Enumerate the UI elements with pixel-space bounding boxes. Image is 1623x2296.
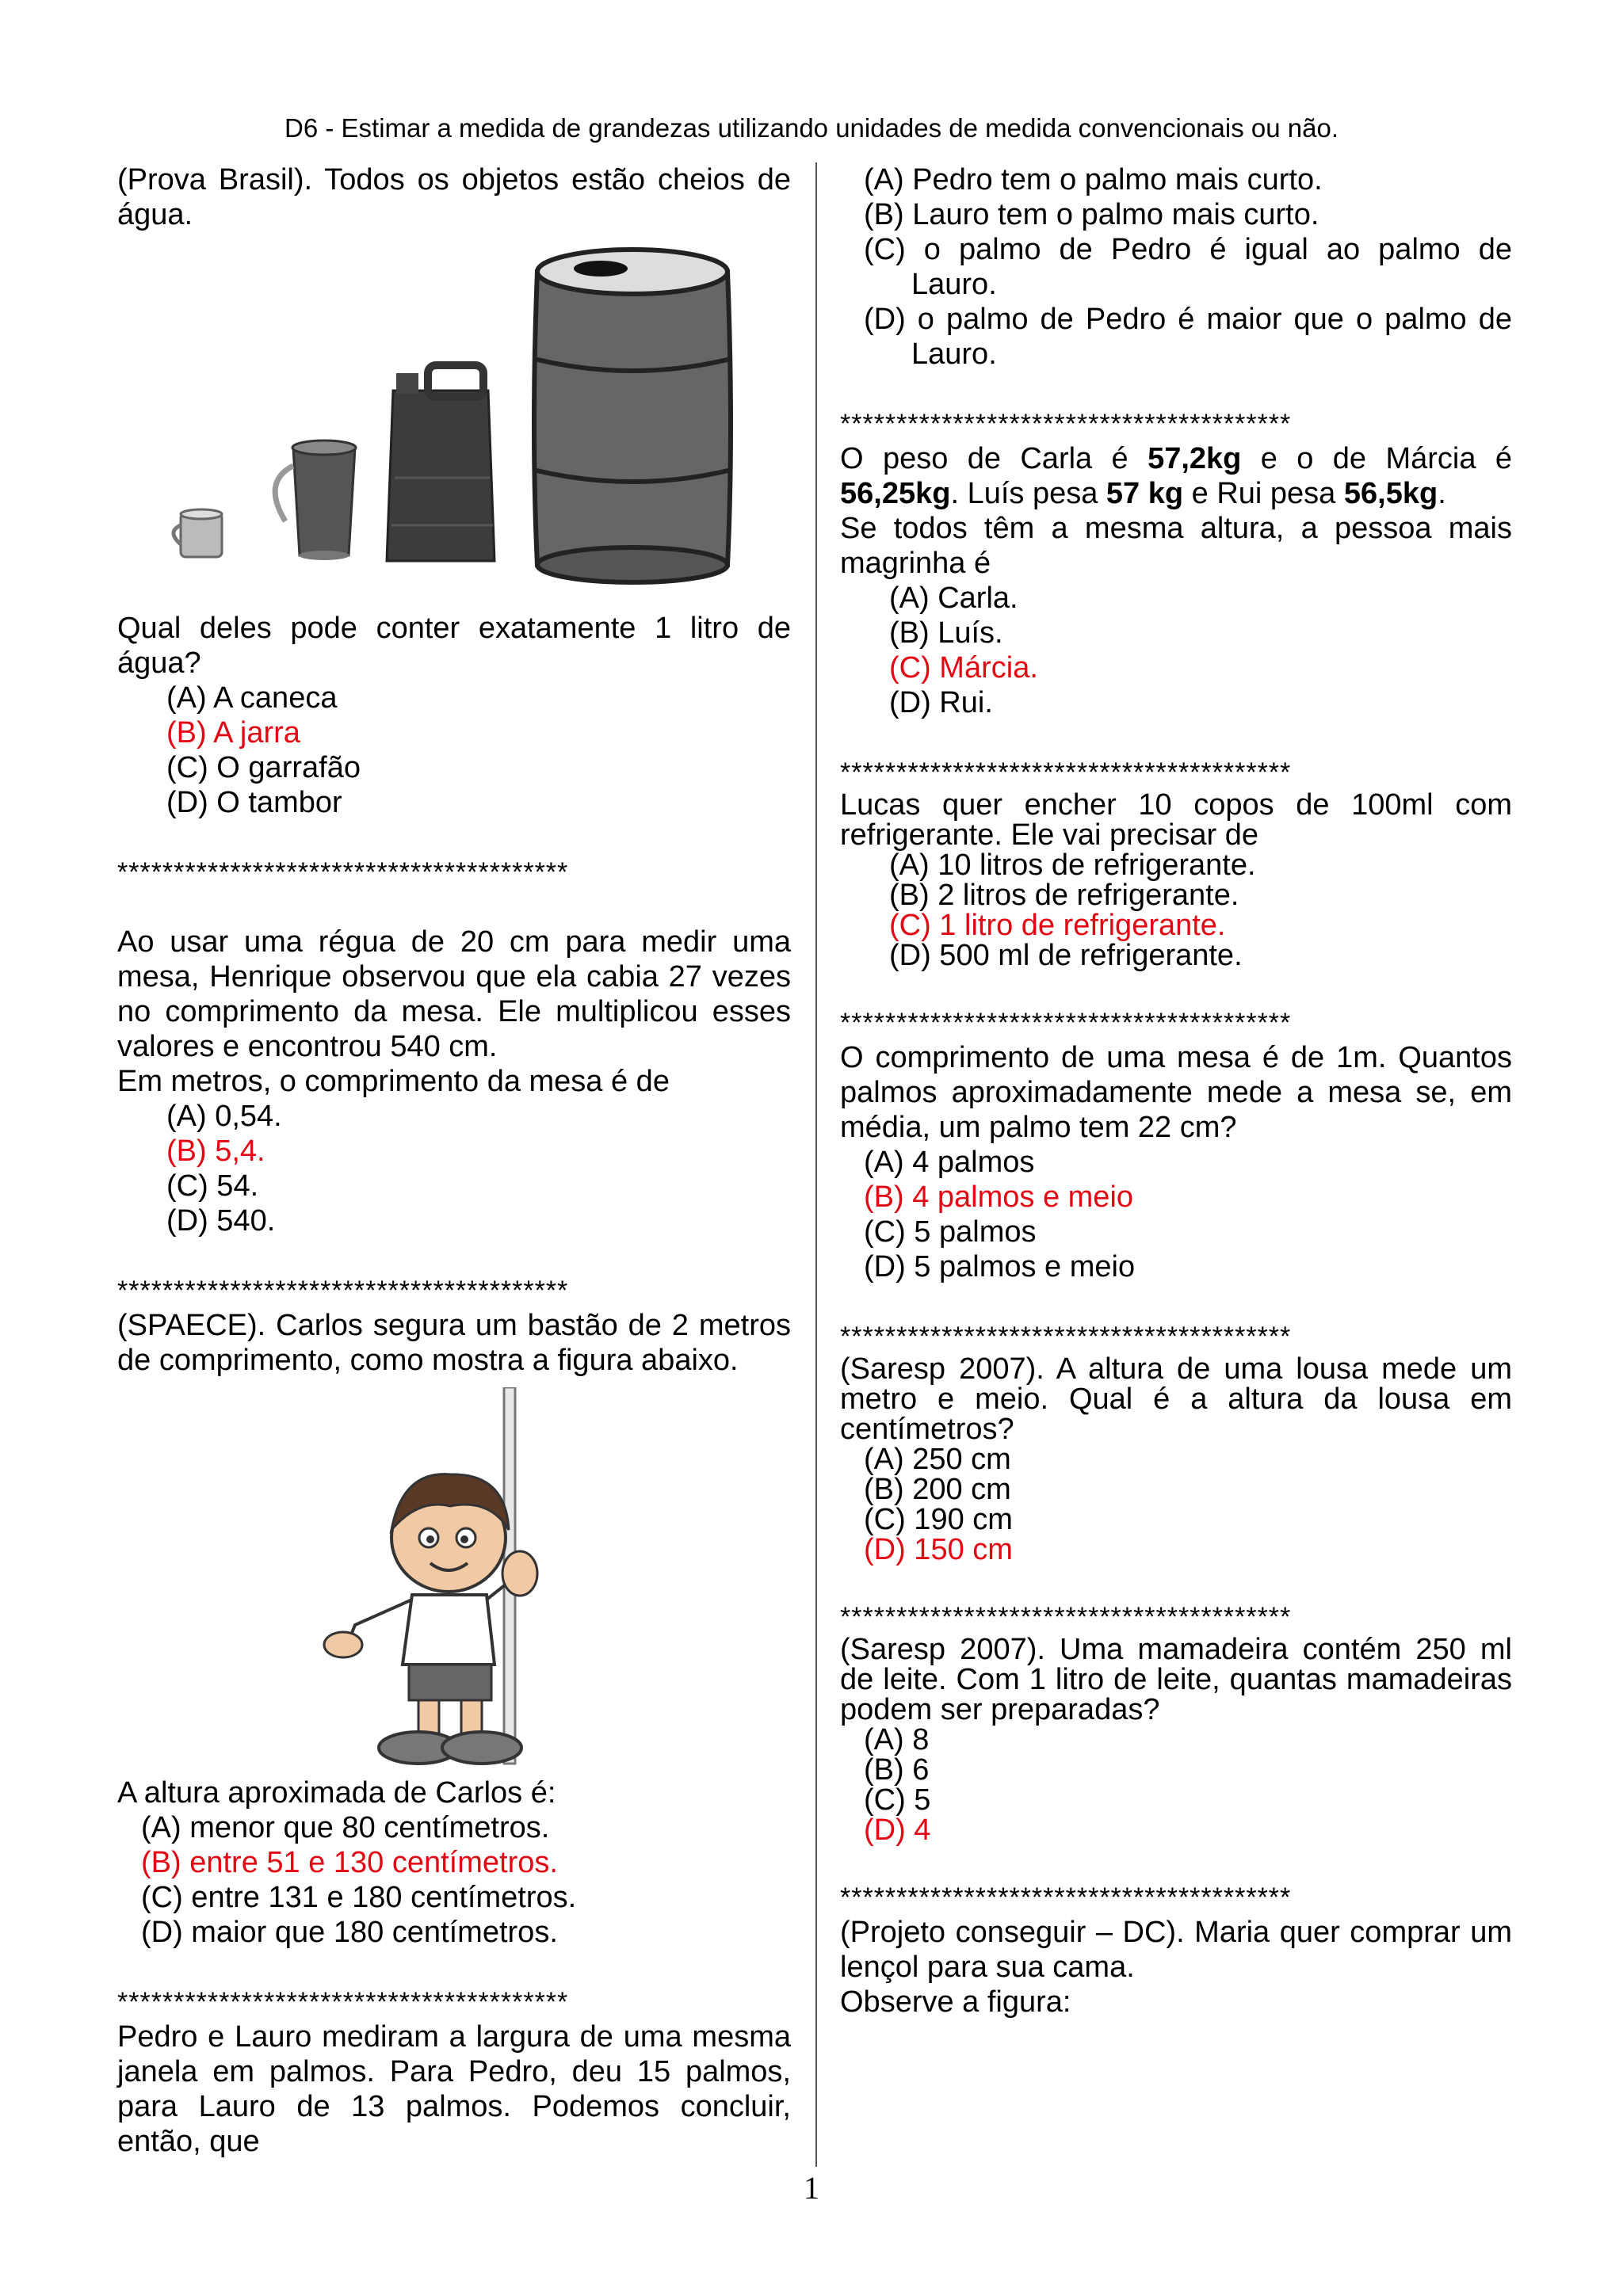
q5-option-b: (B) Luís.	[889, 616, 1003, 650]
q10-text: (Projeto conseguir – DC). Maria quer comprar um lençol para sua cama.	[840, 1916, 1512, 1984]
q2-option-c: (C) 54.	[166, 1169, 259, 1203]
separator: ****************************************	[117, 857, 569, 887]
q4-option-a: (A) Pedro tem o palmo mais curto.	[864, 163, 1323, 196]
q5-option-a: (A) Carla.	[889, 582, 1018, 615]
containers-image	[117, 240, 791, 589]
q1-option-c: (C) O garrafão	[166, 751, 361, 784]
q4-option-b: (B) Lauro tem o palmo mais curto.	[864, 198, 1319, 231]
separator: ****************************************	[840, 1882, 1292, 1913]
cup-icon	[174, 509, 222, 557]
q1-option-b: (B) A jarra	[166, 716, 300, 749]
pitcher-icon	[275, 441, 356, 560]
jug-icon	[387, 365, 495, 561]
separator: ****************************************	[840, 409, 1292, 439]
q8-option-a: (A) 250 cm	[864, 1443, 1011, 1476]
page-number: 1	[804, 2170, 819, 2206]
q8-option-c: (C) 190 cm	[864, 1503, 1013, 1536]
q3-option-d: (D) maior que 180 centímetros.	[141, 1916, 558, 1949]
q10-question: Observe a figura:	[840, 1985, 1071, 2019]
q9-option-c: (C) 5	[864, 1783, 931, 1817]
q6-text: Lucas quer encher 10 copos de 100ml com refrigerante. Ele vai precisar de	[840, 788, 1512, 852]
q3-option-c: (C) entre 131 e 180 centímetros.	[141, 1881, 577, 1914]
q3-option-a: (A) menor que 80 centímetros.	[141, 1811, 550, 1844]
left-column	[117, 162, 791, 2159]
q7-option-a: (A) 4 palmos	[864, 1146, 1035, 1179]
q6-option-b: (B) 2 litros de refrigerante.	[889, 879, 1239, 912]
q7-option-d: (D) 5 palmos e meio	[864, 1250, 1136, 1283]
q1-question: Qual deles pode conter exatamente 1 litro de água?	[117, 612, 791, 680]
barrel-icon	[533, 250, 731, 582]
q1-option-d: (D) O tambor	[166, 786, 342, 819]
q2-question: Em metros, o comprimento da mesa é de	[117, 1065, 670, 1098]
column-divider	[815, 162, 817, 2167]
q5-question: Se todos têm a mesma altura, a pessoa mais magrinha é	[840, 512, 1512, 580]
q8-option-b: (B) 200 cm	[864, 1473, 1011, 1506]
q2-option-b: (B) 5,4.	[166, 1135, 265, 1168]
right-column	[840, 162, 1512, 2019]
q5-text: O peso de Carla é 57,2kg e o de Márcia é 56,25kg. Luís pesa 57 kg e Rui pesa 56,5kg.	[840, 442, 1512, 510]
q4-text: Pedro e Lauro mediram a largura de uma mesma janela em palmos. Para Pedro, deu 15 palmos, para Lauro de 13 palmos. Podemos concluir, então, que	[117, 2020, 791, 2158]
q6-option-c: (C) 1 litro de refrigerante.	[889, 909, 1226, 942]
q9-option-a: (A) 8	[864, 1723, 930, 1756]
q2-option-d: (D) 540.	[166, 1204, 276, 1238]
q1-intro: (Prova Brasil). Todos os objetos estão cheios de água.	[117, 163, 791, 231]
q5-option-c: (C) Márcia.	[889, 651, 1038, 685]
separator: ****************************************	[840, 757, 1292, 788]
q9-option-d: (D) 4	[864, 1814, 931, 1847]
separator: ****************************************	[117, 1276, 569, 1306]
q9-text: (Saresp 2007). Uma mamadeira contém 250 ml de leite. Com 1 litro de leite, quantas mamadeiras podem ser preparadas?	[840, 1633, 1512, 1726]
q3-option-b: (B) entre 51 e 130 centímetros.	[141, 1846, 558, 1879]
q8-option-d: (D) 150 cm	[864, 1533, 1013, 1566]
q7-text: O comprimento de uma mesa é de 1m. Quantos palmos aproximadamente mede a mesa se, em média, um palmo tem 22 cm?	[840, 1041, 1512, 1144]
q2-option-a: (A) 0,54.	[166, 1100, 282, 1133]
q4-option-d: (D) o palmo de Pedro é maior que o palmo de Lauro.	[864, 303, 1512, 371]
separator: ****************************************	[840, 1602, 1292, 1632]
q7-option-b: (B) 4 palmos e meio	[864, 1180, 1134, 1214]
q7-option-c: (C) 5 palmos	[864, 1215, 1037, 1249]
q3-question: A altura aproximada de Carlos é:	[117, 1776, 556, 1810]
q4-option-c: (C) o palmo de Pedro é igual ao palmo de Lauro.	[864, 233, 1512, 301]
separator: ****************************************	[840, 1322, 1292, 1352]
q1-option-a: (A) A caneca	[166, 681, 338, 715]
q2-text: Ao usar uma régua de 20 cm para medir uma mesa, Henrique observou que ela cabia 27 vezes no comprimento da mesa. Ele multiplicou esses valores e encontrou 540 cm.	[117, 925, 791, 1063]
page-header: D6 - Estimar a medida de grandezas utilizando unidades de medida convencionais ou não.	[285, 113, 1338, 143]
q3-text: (SPAECE). Carlos segura um bastão de 2 metros de comprimento, como mostra a figura abaixo.	[117, 1309, 791, 1377]
separator: ****************************************	[840, 1008, 1292, 1038]
q6-option-d: (D) 500 ml de refrigerante.	[889, 939, 1243, 972]
q9-option-b: (B) 6	[864, 1753, 930, 1787]
q5-option-d: (D) Rui.	[889, 686, 993, 719]
q8-text: (Saresp 2007). A altura de uma lousa mede um metro e meio. Qual é a altura da lousa em centímetros?	[840, 1352, 1512, 1446]
separator: ****************************************	[117, 1987, 569, 2017]
q6-option-a: (A) 10 litros de refrigerante.	[889, 849, 1256, 882]
boy-with-stick-image	[117, 1387, 791, 1775]
